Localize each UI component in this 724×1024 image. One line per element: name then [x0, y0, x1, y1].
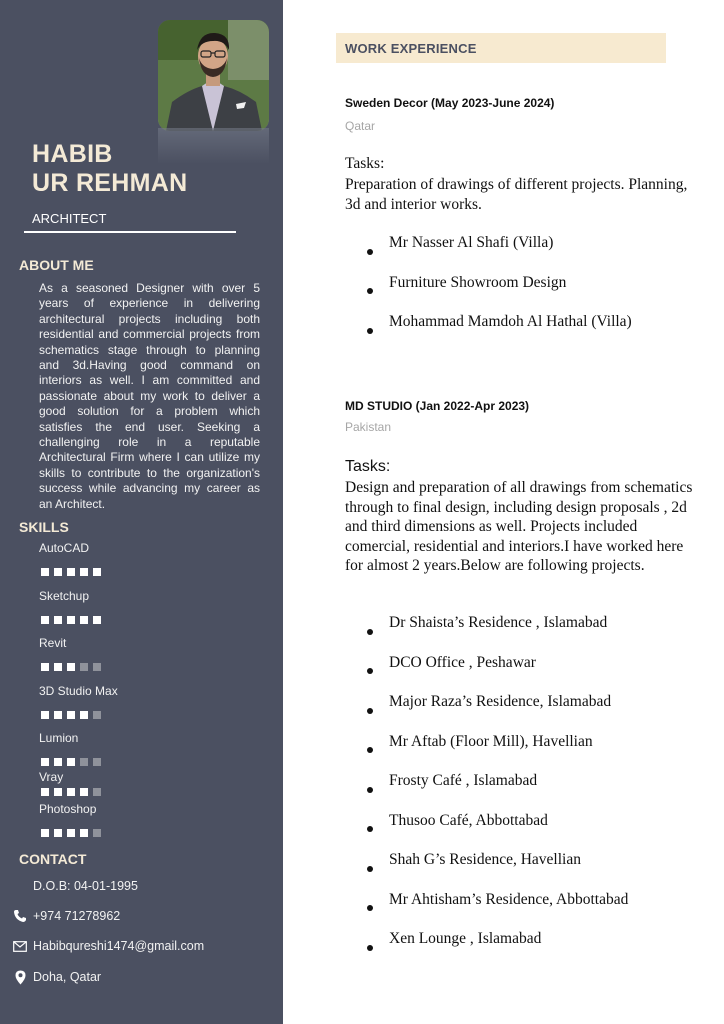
skill-rating [41, 616, 101, 624]
rating-square-filled [54, 616, 62, 624]
job-title: ARCHITECT [32, 211, 107, 226]
rating-square-filled [54, 758, 62, 766]
email-text: Habibqureshi1474@gmail.com [33, 939, 205, 953]
contact-phone [12, 907, 120, 925]
rating-square-empty [93, 711, 101, 719]
work-experience-heading: WORK EXPERIENCE [336, 33, 666, 63]
skill-name: Revit [39, 636, 67, 650]
rating-square-filled [93, 616, 101, 624]
profile-photo-image [158, 20, 269, 131]
job-1-location: Qatar [345, 119, 376, 133]
candidate-name [32, 140, 272, 198]
project-item: Mr Nasser Al Shafi (Villa) [345, 232, 632, 272]
rating-square-empty [80, 663, 88, 671]
skill-rating [41, 711, 101, 719]
skill-rating [41, 568, 101, 576]
contact-email [12, 937, 204, 955]
project-item: Major Raza’s Residence, Islamabad [345, 691, 628, 731]
rating-square-filled [67, 663, 75, 671]
job-1-title: Sweden Decor (May 2023-June 2024) [345, 96, 555, 110]
rating-square-filled [54, 568, 62, 576]
rating-square-filled [67, 711, 75, 719]
rating-square-filled [54, 711, 62, 719]
title-divider [24, 231, 236, 233]
rating-square-filled [54, 788, 62, 796]
rating-square-filled [80, 616, 88, 624]
contact-dob [33, 877, 138, 895]
job-2-projects [345, 612, 628, 968]
project-item: Frosty Café , Islamabad [345, 770, 628, 810]
rating-square-filled [67, 758, 75, 766]
skill-name: 3D Studio Max [39, 684, 118, 698]
rating-square-filled [41, 568, 49, 576]
map-pin-icon [12, 969, 28, 985]
contact-location [12, 968, 101, 986]
job-2-tasks-label: Tasks: [345, 458, 391, 475]
job-2-title: MD STUDIO (Jan 2022-Apr 2023) [345, 399, 530, 413]
rating-square-filled [67, 616, 75, 624]
envelope-icon [12, 938, 28, 954]
project-item: Dr Shaista’s Residence , Islamabad [345, 612, 628, 652]
about-text: As a seasoned Designer with over 5 years of experience in delivering architectural projects including both residential and commercial projects from schematics stage through to planning and 3d.Having good command on interiors as well. I am committed and passionate about my work to deliver a good solution for a problem which satisfies the end user. Seeking a challenging role in a reputable Architectural Firm where I can utilize my skills to contribute to the organization's success while advancing my career as an Architect. [39, 281, 260, 511]
last-name: UR REHMAN [32, 169, 188, 197]
rating-square-empty [93, 663, 101, 671]
rating-square-filled [41, 788, 49, 796]
phone-icon [12, 908, 28, 924]
rating-square-filled [80, 711, 88, 719]
sidebar [0, 0, 283, 1024]
rating-square-filled [41, 829, 49, 837]
job-1-projects [345, 232, 632, 351]
skill-name: Sketchup [39, 589, 90, 603]
first-name: HABIB [32, 140, 113, 168]
project-item: Mr Aftab (Floor Mill), Havellian [345, 731, 628, 771]
skill-item [39, 684, 159, 698]
rating-square-filled [80, 788, 88, 796]
rating-square-filled [80, 829, 88, 837]
skill-item [39, 636, 159, 650]
skill-rating [41, 788, 101, 796]
skill-item [39, 731, 159, 745]
project-item: Mohammad Mamdoh Al Hathal (Villa) [345, 311, 632, 351]
rating-square-empty [80, 758, 88, 766]
profile-photo [158, 20, 269, 131]
skill-rating [41, 663, 101, 671]
project-item: DCO Office , Peshawar [345, 652, 628, 692]
project-item: Thusoo Café, Abbottabad [345, 810, 628, 850]
location-text: Doha, Qatar [33, 970, 102, 984]
skill-name: Photoshop [39, 802, 97, 816]
rating-square-empty [93, 758, 101, 766]
about-heading: ABOUT ME [19, 257, 94, 273]
skill-item [39, 802, 159, 816]
rating-square-filled [41, 663, 49, 671]
job-1-tasks-label: Tasks: [345, 155, 385, 172]
skill-name: Vray [39, 770, 64, 784]
rating-square-filled [67, 829, 75, 837]
skill-item [39, 770, 159, 784]
skills-heading: SKILLS [19, 519, 69, 535]
rating-square-filled [67, 788, 75, 796]
project-item: Shah G’s Residence, Havellian [345, 849, 628, 889]
rating-square-filled [67, 568, 75, 576]
rating-square-filled [54, 829, 62, 837]
contact-heading: CONTACT [19, 851, 87, 867]
skill-name: AutoCAD [39, 541, 90, 555]
job-1-description: Preparation of drawings of different projects. Planning, 3d and interior works. [345, 176, 688, 213]
phone-text: +974 71278962 [33, 909, 121, 923]
rating-square-filled [54, 663, 62, 671]
project-item: Mr Ahtisham’s Residence, Abbottabad [345, 889, 628, 929]
rating-square-filled [80, 568, 88, 576]
skill-item [39, 541, 159, 555]
rating-square-filled [41, 711, 49, 719]
skill-rating [41, 829, 101, 837]
project-item: Xen Lounge , Islamabad [345, 928, 628, 968]
rating-square-empty [93, 829, 101, 837]
rating-square-filled [93, 568, 101, 576]
rating-square-empty [93, 788, 101, 796]
skill-name: Lumion [39, 731, 79, 745]
skill-rating [41, 758, 101, 766]
project-item: Furniture Showroom Design [345, 272, 632, 312]
rating-square-filled [41, 616, 49, 624]
job-2-description: Design and preparation of all drawings from schematics through to final design, including design proposals , 2d and third dimensions as well. Projects included comercial, residential and interiors.I have worked here for almost 2 years.Below are following projects. [345, 479, 693, 574]
rating-square-filled [41, 758, 49, 766]
skill-item [39, 589, 159, 603]
dob-text: D.O.B: 04-01-1995 [33, 879, 138, 893]
job-2-location: Pakistan [345, 420, 392, 434]
